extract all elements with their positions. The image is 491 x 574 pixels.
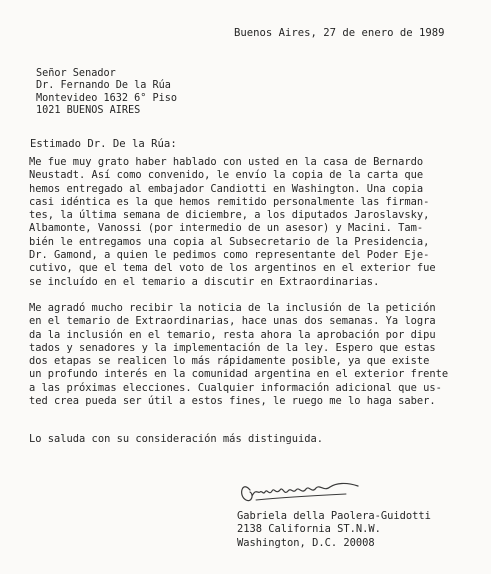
sender-block xyxy=(237,510,431,550)
recipient-line: 1021 BUENOS AIRES xyxy=(36,105,141,117)
paragraph-line: dos etapas se realicen lo más rápidamente posible, ya que existe xyxy=(29,355,430,368)
closing-line: Lo saluda con su consideración más distinguida. xyxy=(29,433,324,445)
paragraph-line: cutivo, que el tema del voto de los argentinos en el exterior fue xyxy=(29,262,436,275)
paragraph-line: Me fue muy grato haber hablado con usted en la casa de Bernardo xyxy=(29,156,424,168)
paragraph-line: un profundo interés en la comunidad argentina en el exterior frente xyxy=(29,368,449,381)
sender-name: Gabriela della Paolera-Guidotti xyxy=(237,510,431,522)
body-paragraph-1 xyxy=(29,156,469,289)
paragraph-line: tados y senadores y la implementación de la ley. Espero que estas xyxy=(29,341,436,354)
recipient-line: Señor Senador xyxy=(36,68,116,79)
salutation: Estimado Dr. De la Rúa: xyxy=(30,138,177,150)
paragraph-line: Albamonte, Vanossi (por intermedio de un asesor) y Macini. Tam- xyxy=(29,222,424,235)
paragraph-line: en el temario de Extraordinarias, hace unas dos semanas. Ya logra xyxy=(29,315,436,328)
handwritten-signature xyxy=(236,470,366,512)
sender-address: 2138 California ST.N.W. xyxy=(237,523,381,536)
paragraph-line: Dr. Gamond, a quien le pedimos como representante del Poder Eje- xyxy=(29,249,430,262)
paragraph-line: Me agradó mucho recibir la noticia de la inclusión de la petición xyxy=(29,302,436,314)
paragraph-line: se incluído en el temario a discutir en Extraordinarias. xyxy=(29,275,380,288)
paragraph-line: hemos entregado al embajador Candiotti en Washington. Una copia xyxy=(29,182,424,195)
paragraph-line: a las próximas elecciones. Cualquier información adicional que us- xyxy=(29,381,442,394)
sender-city: Washington, D.C. 20008 xyxy=(237,536,375,549)
letter-date: Buenos Aires, 27 de enero de 1989 xyxy=(234,27,445,39)
recipient-line: Montevideo 1632 6° Piso xyxy=(36,92,178,104)
recipient-line: Dr. Fernando De la Rúa xyxy=(36,80,171,92)
paragraph-line: casi idéntica es la que hemos remitido personalmente las firman- xyxy=(29,195,430,208)
paragraph-line: ted crea pueda ser útil a estos fines, le ruego me lo haga saber. xyxy=(29,395,436,408)
recipient-address xyxy=(36,68,177,118)
paragraph-line: bién le entregamos una copia al Subsecretario de la Presidencia, xyxy=(29,235,430,248)
paragraph-line: da la inclusión en el temario, resta ahora la aprobación por dipu xyxy=(29,328,436,341)
paragraph-line: tes, la última semana de diciembre, a los diputados Jaroslavsky, xyxy=(29,209,430,222)
body-paragraph-2 xyxy=(29,302,469,408)
paragraph-line: Neustadt. Así como convenido, le envío la copia de la carta que xyxy=(29,169,424,182)
